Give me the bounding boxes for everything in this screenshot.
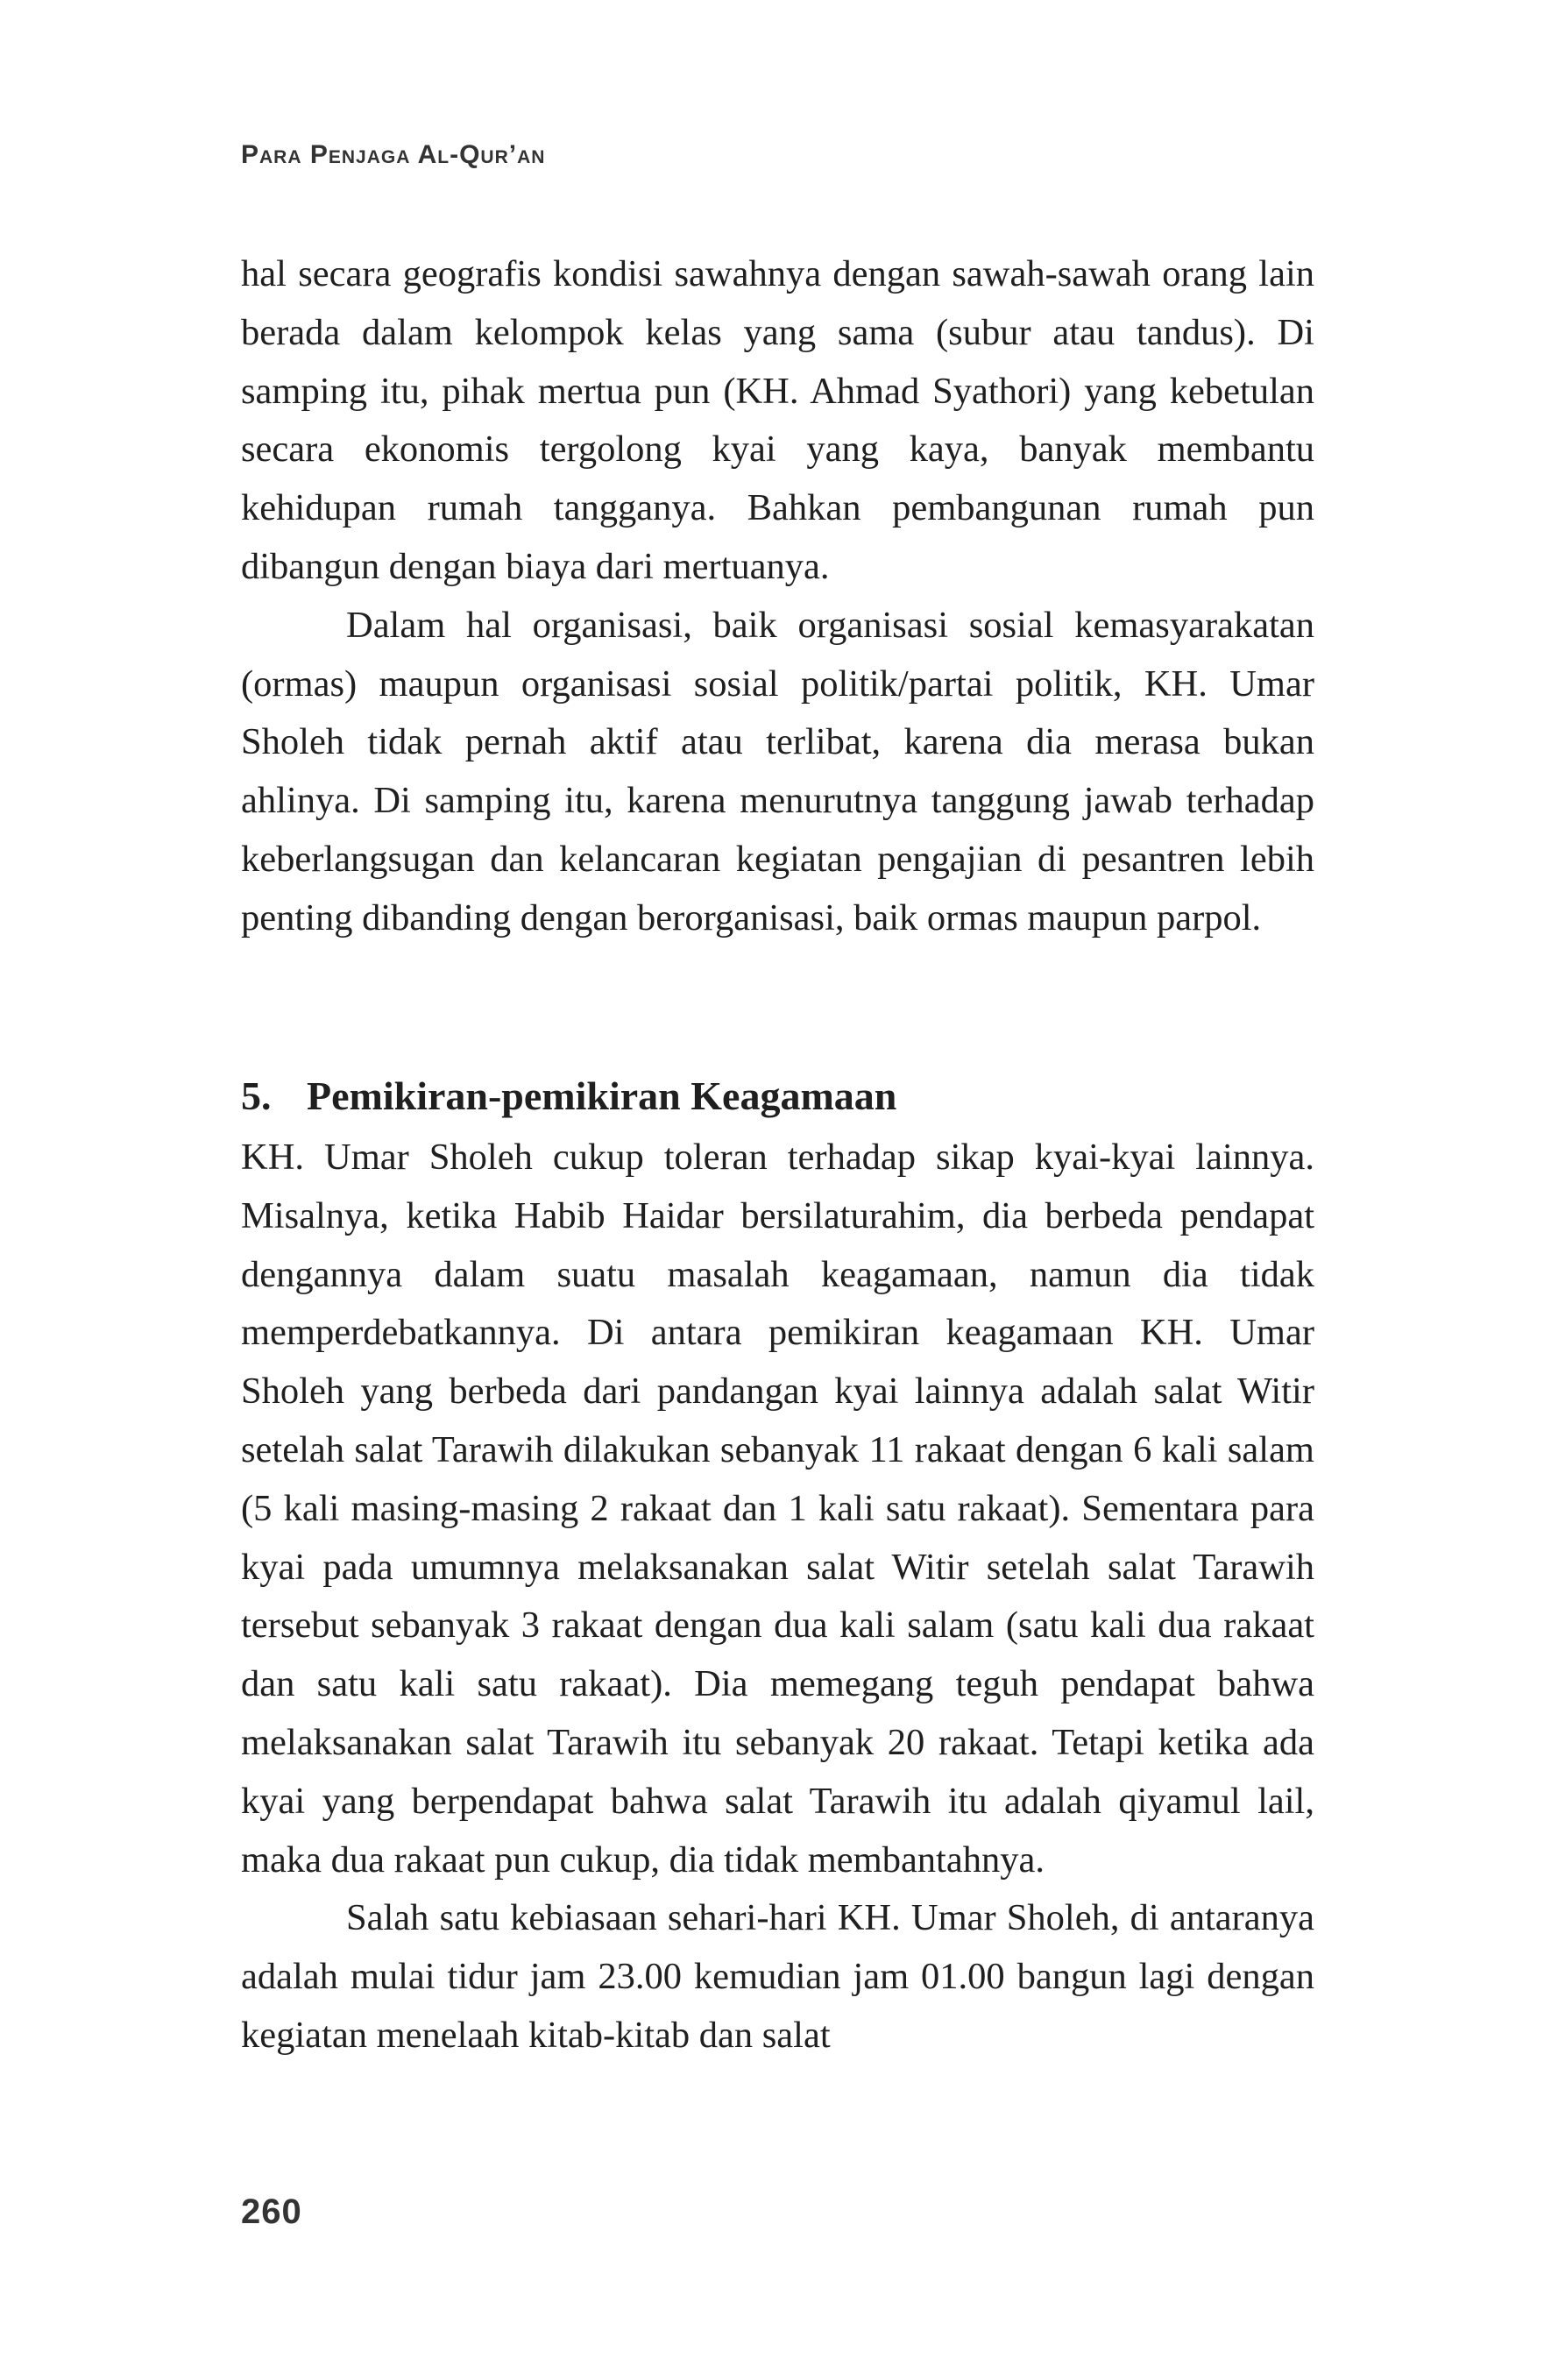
section-title: Pemikiran-pemikiran Keagamaan [307,1073,897,1118]
section-number: 5. [241,1073,272,1118]
page-number: 260 [241,2192,302,2231]
paragraph: KH. Umar Sholeh cukup toleran terhadap sikap kyai-kyai lainnya. Misalnya, ketika Habib Haidar bersilaturahim, dia berbeda pendapat dengannya dalam suatu masalah keagamaan, namun dia tidak memperdebatkannya. Di antara pemikiran keagamaan KH. Umar Sholeh yang berbeda dari pandangan kyai lainnya adalah salat Witir setelah salat Tarawih dilakukan sebanyak 11 rakaat dengan 6 kali salam (5 kali masing-masing 2 rakaat dan 1 kali satu rakaat). Sementara para kyai pada umumnya melaksanakan salat Witir setelah salat Tarawih tersebut sebanyak 3 rakaat dengan dua kali salam (satu kali dua rakaat dan satu kali satu rakaat). Dia memegang teguh pendapat bahwa melaksanakan salat Tarawih itu sebanyak 20 rakaat. Tetapi ketika ada kyai yang berpendapat bahwa salat Tarawih itu adalah qiyamul lail, maka dua rakaat pun cukup, dia tidak membantahnya. [241,1137,1314,1881]
body-text-after-section [241,1129,1314,2065]
body-text-before-section [241,245,1314,948]
paragraph: Dalam hal organisasi, baik organisasi sosial kemasyarakatan (ormas) maupun organisasi sosial politik/partai politik, KH. Umar Sholeh tidak pernah aktif atau terlibat, karena dia merasa bukan ahlinya. Di samping itu, karena menurutnya tanggung jawab terhadap keberlangsugan dan kelancaran kegiatan pengajian di pesantren lebih penting dibanding dengan berorganisasi, baik ormas maupun parpol. [241,604,1314,939]
paragraph: hal secara geografis kondisi sawahnya dengan sawah-sawah orang lain berada dalam kelompok kelas yang sama (subur atau tandus). Di samping itu, pihak mertua pun (KH. Ahmad Syathori) yang kebetulan secara ekonomis tergolong kyai yang kaya, banyak membantu kehidupan rumah tangganya. Bahkan pembangunan rumah pun dibangun dengan biaya dari mertuanya. [241,253,1314,587]
section-heading [241,1067,896,1125]
running-header: Para Penjaga Al-Qur’an [241,140,546,169]
paragraph: Salah satu kebiasaan sehari-hari KH. Umar Sholeh, di antaranya adalah mulai tidur jam 23.00 kemudian jam 01.00 bangun lagi dengan kegiatan menelaah kitab-kitab dan salat [241,1897,1314,2056]
